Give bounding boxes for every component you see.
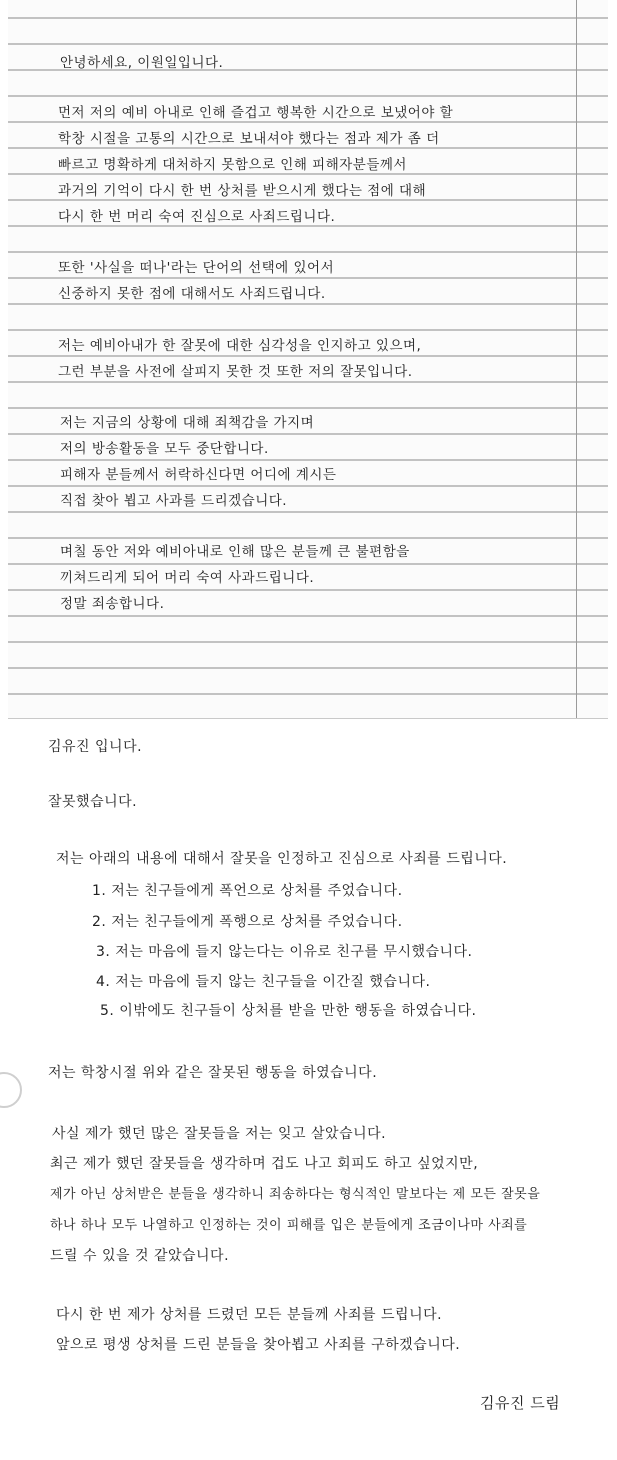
letter1-line: 신중하지 못한 점에 대해서도 사죄드립니다. <box>58 286 326 302</box>
letter1-line: 학창 시절을 고통의 시간으로 보내셔야 했다는 점과 제가 좀 더 <box>58 131 440 147</box>
letter2-closing-line: 다시 한 번 제가 상처를 드렸던 모든 분들께 사죄를 드립니다. <box>56 1307 443 1323</box>
letter1-line: 빠르고 명확하게 대처하지 못함으로 인해 피해자분들께서 <box>58 157 407 173</box>
list-item: 4. 저는 마음에 들지 않는 친구들을 이간질 했습니다. <box>96 974 431 990</box>
letter1-closing: 정말 죄송합니다. <box>60 596 165 612</box>
letter2-para-line: 사실 제가 했던 많은 잘못들을 저는 잊고 살았습니다. <box>52 1126 387 1142</box>
letter1-line: 저는 예비아내가 한 잘못에 대한 심각성을 인지하고 있으며, <box>58 338 422 354</box>
letter2-closing-line: 앞으로 평생 상처를 드린 분들을 찾아뵙고 사죄를 구하겠습니다. <box>56 1337 461 1353</box>
letter1-line: 저의 방송활동을 모두 중단합니다. <box>60 441 269 457</box>
letter1-line: 저는 지금의 상황에 대해 죄책감을 가지며 <box>60 415 315 431</box>
list-item: 5. 이밖에도 친구들이 상처를 받을 만한 행동을 하였습니다. <box>100 1003 477 1019</box>
letter2-greeting: 김유진 입니다. <box>48 739 143 755</box>
letter2-intro: 저는 아래의 내용에 대해서 잘못을 인정하고 진심으로 사죄를 드립니다. <box>56 851 508 867</box>
letter1-line: 과거의 기억이 다시 한 번 상처를 받으시게 했다는 점에 대해 <box>58 183 427 199</box>
letter1-line: 또한 '사실을 떠나'라는 단어의 선택에 있어서 <box>58 260 335 276</box>
letter2-para-line: 드릴 수 있을 것 같았습니다. <box>50 1248 230 1264</box>
letter1-line: 며칠 동안 저와 예비아내로 인해 많은 분들께 큰 불편함을 <box>60 544 410 560</box>
letter1-line: 피해자 분들께서 허락하신다면 어디에 계시든 <box>60 467 337 483</box>
letter1-line: 끼쳐드리게 되어 머리 숙여 사과드립니다. <box>60 570 315 586</box>
letter2-para-line: 하나 하나 모두 나열하고 인정하는 것이 피해를 입은 분들에게 조금이나마 사죄를 <box>50 1218 528 1233</box>
list-item: 1. 저는 친구들에게 폭언으로 상처를 주었습니다. <box>92 883 403 899</box>
list-item: 2. 저는 친구들에게 폭행으로 상처를 주었습니다. <box>92 914 403 930</box>
letter1-line: 다시 한 번 머리 숙여 진심으로 사죄드립니다. <box>58 209 336 225</box>
letter2-apology: 잘못했습니다. <box>48 794 138 810</box>
signature: 김유진 드림 <box>480 1394 561 1412</box>
letter1-line: 그런 부분을 사전에 살피지 못한 것 또한 저의 잘못입니다. <box>58 364 413 380</box>
list-item: 3. 저는 마음에 들지 않는다는 이유로 친구를 무시했습니다. <box>96 944 473 960</box>
letter2-summary: 저는 학창시절 위와 같은 잘못된 행동을 하였습니다. <box>48 1065 378 1081</box>
letter2-para-line: 제가 아닌 상처받은 분들을 생각하니 죄송하다는 형식적인 말보다는 제 모든 잘못을 <box>50 1187 541 1202</box>
letter1-greeting: 안녕하세요, 이원일입니다. <box>60 55 224 71</box>
letter2-para-line: 최근 제가 했던 잘못들을 생각하며 겁도 나고 회피도 하고 싶었지만, <box>50 1156 479 1172</box>
letter-page-lined <box>8 0 608 719</box>
letter1-line: 먼저 저의 예비 아내로 인해 즐겁고 행복한 시간으로 보냈어야 할 <box>58 105 454 121</box>
story-ring-icon[interactable] <box>0 1072 22 1108</box>
letter1-line: 직접 찾아 뵙고 사과를 드리겠습니다. <box>60 493 288 509</box>
margin-line <box>576 0 577 718</box>
